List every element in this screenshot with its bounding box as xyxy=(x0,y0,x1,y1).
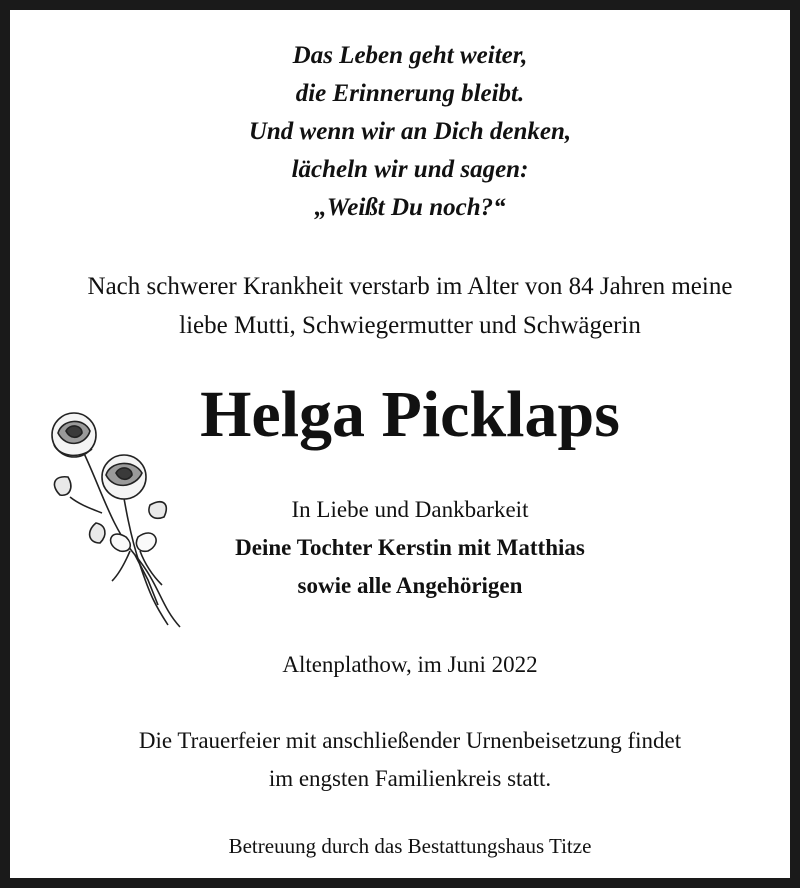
poem-line-3: Und wenn wir an Dich denken, xyxy=(248,118,572,145)
deceased-name: Helga Picklaps xyxy=(200,378,620,451)
funeral-home: Betreuung durch das Bestattungshaus Titze xyxy=(228,834,592,858)
mourners-line-2: sowie alle Angehörigen xyxy=(297,573,523,598)
mourners-line-1: Deine Tochter Kerstin mit Matthias xyxy=(235,535,585,560)
poem-line-1: Das Leben geht weiter, xyxy=(292,42,528,69)
poem-line-4: lächeln wir und sagen: xyxy=(291,156,529,183)
place-date: Altenplathow, im Juni 2022 xyxy=(282,652,538,677)
poem-line-2: die Erinnerung bleibt. xyxy=(295,80,525,107)
funeral-note-line-2: im engsten Familienkreis statt. xyxy=(268,766,552,791)
gratitude-line: In Liebe und Dankbarkeit xyxy=(291,497,529,522)
funeral-note-line-1: Die Trauerfeier mit anschließender Urnenbeisetzung findet xyxy=(138,728,682,753)
poem-line-5: „Weißt Du noch?“ xyxy=(314,194,506,221)
intro-line-1: Nach schwerer Krankheit verstarb im Alter von 84 Jahren meine xyxy=(87,273,733,300)
intro-line-2: liebe Mutti, Schwiegermutter und Schwägerin xyxy=(179,312,641,339)
